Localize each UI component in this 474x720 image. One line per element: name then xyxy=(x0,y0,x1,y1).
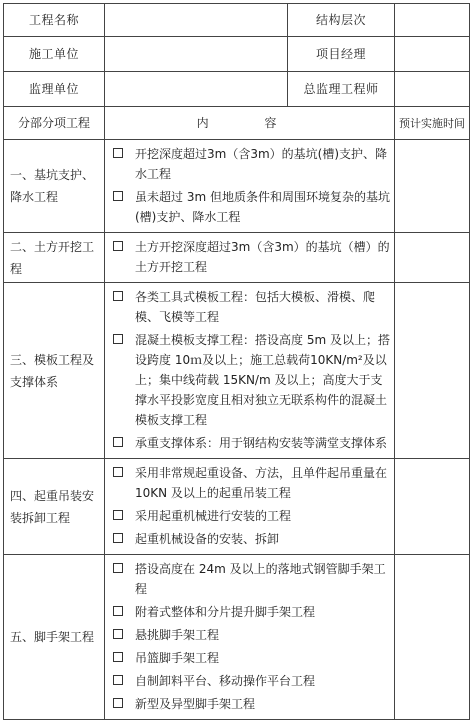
checklist-item xyxy=(113,433,390,453)
header-row-project xyxy=(4,4,470,37)
construction-unit-label: 施工单位 xyxy=(4,37,105,72)
schedule-column-header: 预计实施时间 xyxy=(395,107,470,140)
checklist-item xyxy=(113,330,390,430)
section-items xyxy=(105,283,395,459)
checkbox[interactable] xyxy=(113,291,123,301)
schedule-cell[interactable] xyxy=(395,283,470,459)
item-text: 搭设高度在 24m 及以上的落地式钢管脚手架工程 xyxy=(135,562,386,596)
project-name-value[interactable] xyxy=(105,4,288,37)
schedule-cell[interactable] xyxy=(395,459,470,555)
section-row xyxy=(4,283,470,459)
checkbox[interactable] xyxy=(113,191,123,201)
structure-layers-label: 结构层次 xyxy=(288,4,395,37)
checkbox[interactable] xyxy=(113,241,123,251)
content-column-label: 内 容 xyxy=(196,115,303,130)
item-text: 混凝土模板支撑工程：搭设高度 5m 及以上；搭设跨度 10ｍ及以上；施工总载荷10KN/m²及以上；集中线荷载 15KN/m 及以上；高度大于支撑水平投影宽度且相对独立无联系构件的混凝土模板支撑工程 xyxy=(135,333,390,427)
item-text: 各类工具式模板工程：包括大模板、滑模、爬模、飞模等工程 xyxy=(135,290,376,324)
section-title: 五、脚手架工程 xyxy=(4,555,105,720)
checkbox[interactable] xyxy=(113,533,123,543)
item-text: 采用起重机械进行安装的工程 xyxy=(135,509,292,523)
section-row xyxy=(4,459,470,555)
item-text: 承重支撑体系：用于钢结构安装等满堂支撑体系 xyxy=(135,436,388,450)
checkbox[interactable] xyxy=(113,510,123,520)
section-title: 一、基坑支护、降水工程 xyxy=(4,140,105,233)
project-manager-value[interactable] xyxy=(395,37,470,72)
project-name-label: 工程名称 xyxy=(4,4,105,37)
checkbox[interactable] xyxy=(113,334,123,344)
schedule-cell[interactable] xyxy=(395,233,470,283)
item-text: 自制卸料平台、移动操作平台工程 xyxy=(135,674,316,688)
section-items xyxy=(105,140,395,233)
item-text: 土方开挖深度超过3m（含3m）的基坑（槽）的土方开挖工程 xyxy=(135,240,390,274)
category-column-header: 分部分项工程 xyxy=(4,107,105,140)
checkbox[interactable] xyxy=(113,148,123,158)
project-manager-label: 项目经理 xyxy=(288,37,395,72)
schedule-cell[interactable] xyxy=(395,140,470,233)
supervision-unit-value[interactable] xyxy=(105,72,288,107)
item-text: 吊篮脚手架工程 xyxy=(135,651,220,665)
checklist-item xyxy=(113,648,390,668)
item-text: 附着式整体和分片提升脚手架工程 xyxy=(135,605,316,619)
checkbox[interactable] xyxy=(113,652,123,662)
structure-layers-value[interactable] xyxy=(395,4,470,37)
checkbox[interactable] xyxy=(113,606,123,616)
checkbox[interactable] xyxy=(113,563,123,573)
supervision-unit-label: 监理单位 xyxy=(4,72,105,107)
item-text: 起重机械设备的安装、拆卸 xyxy=(135,532,280,546)
checkbox[interactable] xyxy=(113,629,123,639)
section-title: 二、土方开挖工程 xyxy=(4,233,105,283)
checklist-item xyxy=(113,237,390,277)
header-row-construction xyxy=(4,37,470,72)
checklist-item xyxy=(113,529,390,549)
checkbox[interactable] xyxy=(113,675,123,685)
item-text: 悬挑脚手架工程 xyxy=(135,628,220,642)
construction-unit-value[interactable] xyxy=(105,37,288,72)
checkbox[interactable] xyxy=(113,437,123,447)
header-row-supervision xyxy=(4,72,470,107)
checklist-item xyxy=(113,602,390,622)
schedule-cell[interactable] xyxy=(395,555,470,720)
section-items xyxy=(105,233,395,283)
section-items xyxy=(105,459,395,555)
checklist-item xyxy=(113,671,390,691)
section-row xyxy=(4,233,470,283)
section-row xyxy=(4,555,470,720)
section-row xyxy=(4,140,470,233)
section-items xyxy=(105,555,395,720)
item-text: 新型及异型脚手架工程 xyxy=(135,697,256,711)
checklist-item xyxy=(113,287,390,327)
chief-supervisor-value[interactable] xyxy=(395,72,470,107)
checklist-item xyxy=(113,187,390,227)
checklist-item xyxy=(113,506,390,526)
chief-supervisor-label: 总监理工程师 xyxy=(288,72,395,107)
checkbox[interactable] xyxy=(113,467,123,477)
section-title: 三、模板工程及支撑体系 xyxy=(4,283,105,459)
construction-plan-table xyxy=(3,3,470,720)
checklist-item xyxy=(113,625,390,645)
content-column-header xyxy=(105,107,395,140)
item-text: 采用非常规起重设备、方法，且单件起吊重量在10KN 及以上的起重吊装工程 xyxy=(135,466,388,500)
checklist-item xyxy=(113,463,390,503)
checklist-item xyxy=(113,144,390,184)
item-text: 虽未超过 3m 但地质条件和周围环境复杂的基坑(槽)支护、降水工程 xyxy=(135,190,390,224)
item-text: 开挖深度超过3m（含3m）的基坑(槽)支护、降水工程 xyxy=(135,147,388,181)
column-header-row xyxy=(4,107,470,140)
checklist-item xyxy=(113,694,390,714)
checklist-item xyxy=(113,559,390,599)
section-title: 四、起重吊装安装拆卸工程 xyxy=(4,459,105,555)
checkbox[interactable] xyxy=(113,698,123,708)
